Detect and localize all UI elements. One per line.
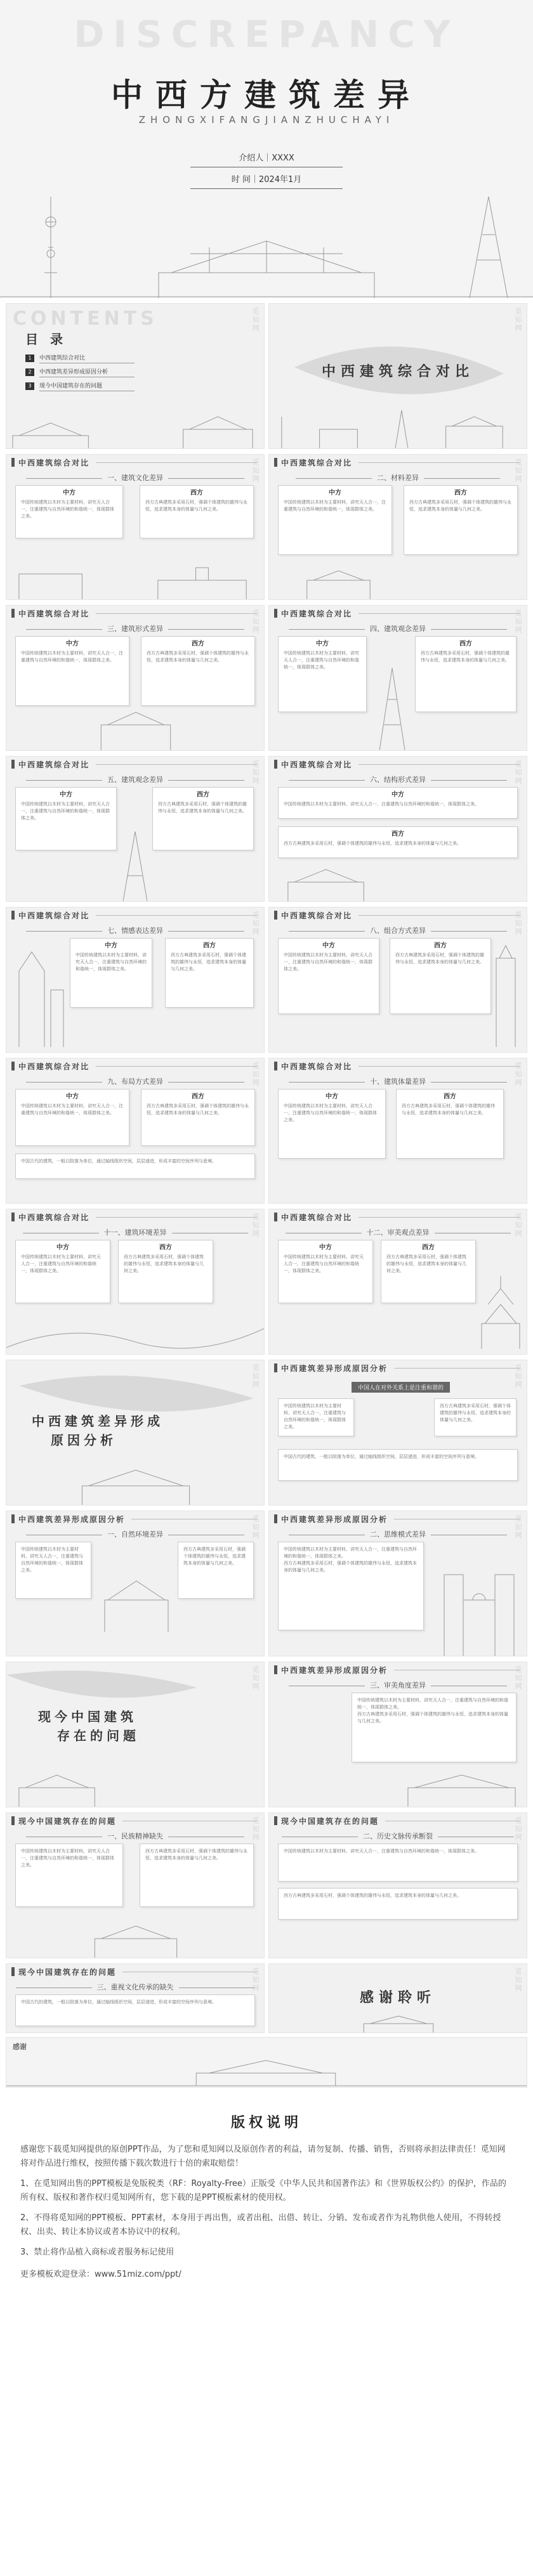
slide-subtitle: 三、建筑形式差异 bbox=[6, 623, 264, 634]
cathedral-icon bbox=[438, 1537, 520, 1656]
slide-header: 中西建筑综合对比 bbox=[281, 609, 353, 618]
slide-subtitle: 五、建筑观念差异 bbox=[6, 774, 264, 784]
watermark: 觅知网 bbox=[251, 911, 260, 936]
watermark: 觅知网 bbox=[514, 760, 522, 785]
slide-header: 中西建筑综合对比 bbox=[281, 1213, 353, 1222]
slide-subtitle: 八、组合方式差异 bbox=[269, 925, 527, 935]
slide-subtitle: 一、民族精神缺失 bbox=[6, 1831, 264, 1841]
cover-title: 中西方建筑差异 bbox=[111, 77, 422, 114]
slide-subtitle: 九、布局方式差异 bbox=[6, 1076, 264, 1086]
east-box: 中方 中国传统建筑以木材为主要材料，讲究天人合一，注重建筑与自然环境的和谐统一，体现群体之美。 bbox=[70, 938, 152, 1008]
toc-item-2[interactable]: 2 中西建筑差异形成原因分析 bbox=[25, 367, 135, 377]
east-box: 中国传统建筑以木材为主要材料，讲究天人合一，注重建筑与自然环境的和谐统一，体现群体之美。 bbox=[278, 1398, 354, 1436]
palace-icon bbox=[102, 1543, 171, 1632]
west-box: 西方 西方古典建筑多采用石材，强调个体建筑的雄伟与永恒，追求建筑本身的体量与几何之美。 bbox=[152, 787, 254, 850]
slide-header: 中西建筑差异形成原因分析 bbox=[281, 1514, 388, 1524]
slide-subtitle: 一、自然环境差异 bbox=[6, 1529, 264, 1539]
west-box: 西方古典建筑多采用石材，强调个体建筑的雄伟与永恒，追求建筑本身的体量与几何之美。 bbox=[140, 1844, 254, 1907]
slide-header: 中西建筑综合对比 bbox=[18, 911, 90, 920]
west-box: 西方 西方古典建筑多采用石材，强调个体建筑的雄伟与永恒，追求建筑本身的体量与几何之美。 bbox=[396, 1089, 504, 1159]
west-box: 西方 西方古典建筑多采用石材，强调个体建筑的雄伟与永恒，追求建筑本身的体量与几何之美。 bbox=[140, 485, 254, 538]
east-box: 中国传统建筑以木材为主要材料，讲究天人合一，注重建筑与自然环境的和谐统一，体现群体之美。 西方古典建筑多采用石材，强调个体建筑的雄伟与永恒，追求建筑本身的体量与几何之美。 bbox=[278, 1542, 424, 1630]
copyright-p3: 2、不得将觅知网的PPT模板、PPT素材，本身用于再出售，或者出租、出借、转让、分销、发布或者作为礼物供他人使用，不得转授权、出卖、转让本协议或者本协议中的权利。 bbox=[20, 2213, 501, 2237]
palace-icon bbox=[269, 2013, 527, 2033]
tower-icon bbox=[490, 939, 522, 1047]
watermark: 觅知网 bbox=[514, 1062, 522, 1087]
watermark: 觅知网 bbox=[514, 459, 522, 483]
west-box: 西方 西方古典建筑多采用石材，强调个体建筑的雄伟与永恒，追求建筑本身的体量与几何之美。 bbox=[381, 1240, 476, 1303]
toc-item-1[interactable]: 1 中西建筑综合对比 bbox=[25, 353, 135, 363]
building-icon bbox=[6, 706, 264, 750]
slide-reason-culture bbox=[268, 1360, 527, 1506]
watermark: 觅知网 bbox=[251, 760, 260, 785]
slide-header: 中西建筑综合对比 bbox=[269, 455, 527, 470]
slide-subtitle: 七、情感表达差异 bbox=[6, 925, 264, 935]
toc-title: 目 录 bbox=[25, 332, 67, 347]
slide-form bbox=[6, 605, 265, 751]
slide-subtitle: 十一、建筑环境差异 bbox=[6, 1227, 264, 1237]
note-box: 中国古代的建筑，一般以院落为单位，通过轴线组织空间，层层递进，形成丰富的空间序列与意境。 bbox=[278, 1449, 518, 1481]
slide-header: 中西建筑差异形成原因分析 bbox=[281, 1363, 388, 1373]
east-box: 中方 中国传统建筑以木材为主要材料，讲究天人合一，注重建筑与自然环境的和谐统一，体现群体之美。 bbox=[278, 787, 518, 819]
slide-subtitle: 三、重视文化传承的缺失 bbox=[6, 1982, 264, 1992]
cover-slide bbox=[0, 0, 533, 298]
west-box: 西方 西方古典建筑多采用石材，强调个体建筑的雄伟与永恒，追求建筑本身的体量与几何之美。 bbox=[404, 485, 518, 555]
east-box: 中方 中国传统建筑以木材为主要材料，讲究天人合一，注重建筑与自然环境的和谐统一，体现群体之美。 bbox=[15, 1089, 129, 1146]
slide-material bbox=[268, 454, 527, 600]
section3-title-line2: 存在的问题 bbox=[57, 1728, 140, 1743]
city-skyline-icon bbox=[0, 184, 533, 298]
slide-header: 中西建筑综合对比 bbox=[18, 1213, 90, 1222]
slide-subtitle: 二、历史文脉传承断裂 bbox=[269, 1831, 527, 1841]
slide-environment bbox=[6, 1209, 265, 1355]
building-icon bbox=[269, 555, 527, 599]
slide-nature bbox=[6, 1511, 265, 1656]
watermark: 觅知网 bbox=[251, 1364, 260, 1389]
copyright-p2: 1、在觅知网出售的PPT模板是免版税类（RF：Royalty-Free）正版受《中华人民共和国著作法》和《世界版权公约》的保护，作品的所有权、版权和著作权归觅知网所有，您下载的是PPT模板素材的使用权。 bbox=[20, 2179, 506, 2202]
west-box: 西方 西方古典建筑多采用石材，强调个体建筑的雄伟与永恒，追求建筑本身的体量与几何之美。 bbox=[278, 826, 518, 858]
watermark: 觅知网 bbox=[251, 1817, 260, 1842]
copyright-p1: 感谢您下载觅知网提供的原创PPT作品，为了您和觅知网以及原创作者的利益，请勿复制、传播、销售，否则将承担法律责任！觅知网将对作品进行维权，按照传播下载次数进行十倍的索取赔偿！ bbox=[20, 2145, 506, 2168]
city-skyline-icon bbox=[269, 404, 527, 448]
eiffel-tower-icon bbox=[269, 655, 527, 750]
slide-concept bbox=[268, 605, 527, 751]
west-box: 西方 西方古典建筑多采用石材，强调个体建筑的雄伟与永恒，追求建筑本身的体量与几何之美。 bbox=[415, 636, 517, 712]
watermark: 觅知网 bbox=[514, 1666, 522, 1691]
slide-header: 现今中国建筑存在的问题 bbox=[18, 1816, 117, 1826]
east-box: 中国传统建筑以木材为主要材料，讲究天人合一，注重建筑与自然环境的和谐统一，体现群体之美。 bbox=[15, 1542, 91, 1599]
watermark: 觅知网 bbox=[251, 1666, 260, 1691]
palace-icon bbox=[269, 1762, 527, 1807]
watermark: 觅知网 bbox=[514, 911, 522, 936]
note-box: 中国古代的建筑，一般以院落为单位，通过轴线组织空间，层层递进，形成丰富的空间序列与意境。 bbox=[15, 1154, 255, 1179]
east-box: 中方 中国传统建筑以木材为主要材料，讲究天人合一，注重建筑与自然环境的和谐统一，体现群体之美。 bbox=[278, 938, 379, 1014]
watermark: 觅知网 bbox=[514, 609, 522, 634]
section2-title-line1: 中西建筑差异形成 bbox=[32, 1414, 164, 1429]
east-box: 中方 中国传统建筑以木材为主要材料，讲究天人合一，注重建筑与自然环境的和谐统一，体现群体之美。 bbox=[278, 485, 392, 555]
cathedral-icon bbox=[13, 939, 70, 1047]
slide-header: 现今中国建筑存在的问题 bbox=[18, 1967, 117, 1977]
toc-item-3[interactable]: 3 现今中国建筑存在的问题 bbox=[25, 381, 135, 391]
east-box: 中方 中国传统建筑以木材为主要材料，讲究天人合一，注重建筑与自然环境的和谐统一，体现群体之美。 bbox=[15, 485, 123, 538]
slide-subtitle: 二、材料差异 bbox=[269, 472, 527, 483]
slide-layout bbox=[6, 1058, 265, 1204]
watermark: 觅知网 bbox=[514, 1817, 522, 1842]
slide-header: 中西建筑综合对比 bbox=[6, 455, 264, 470]
watermark: 觅知网 bbox=[251, 1968, 260, 1993]
watermark: 觅知网 bbox=[514, 1515, 522, 1540]
presenter-label: 介绍人｜XXXX bbox=[190, 147, 343, 167]
slide-header: 现今中国建筑存在的问题 bbox=[281, 1816, 379, 1826]
slide-subtitle: 十、建筑体量差异 bbox=[269, 1076, 527, 1086]
watermark: 觅知网 bbox=[514, 1968, 522, 1993]
slide-aesthetic-angle bbox=[268, 1662, 527, 1807]
east-box: 中方 中国传统建筑以木材为主要材料，讲究天人合一，注重建筑与自然环境的和谐统一，体现群体之美。 bbox=[15, 787, 117, 850]
west-box: 西方 西方古典建筑多采用石材，强调个体建筑的雄伟与永恒，追求建筑本身的体量与几何之美。 bbox=[165, 938, 254, 1008]
watermark: 觅知网 bbox=[251, 1515, 260, 1540]
great-wall-icon bbox=[6, 1310, 264, 1354]
east-box: 中方 中国传统建筑以木材为主要材料，讲究天人合一，注重建筑与自然环境的和谐统一，体现群体之美。 bbox=[278, 1240, 373, 1303]
slide-subtitle: 二、思维模式差异 bbox=[269, 1529, 527, 1539]
section3-slide bbox=[6, 1662, 265, 1807]
note-box: 中国古代的建筑，一般以院落为单位，通过轴线组织空间，层层递进，形成丰富的空间序列与意境。 bbox=[15, 1994, 255, 2026]
watermark: 觅知网 bbox=[251, 308, 260, 332]
section2-title-line2: 原因分析 bbox=[51, 1433, 117, 1448]
slide-heritage bbox=[268, 1812, 527, 1958]
west-box: 西方 西方古典建筑多采用石材，强调个体建筑的雄伟与永恒，追求建筑本身的体量与几何之美。 bbox=[141, 1089, 255, 1146]
copyright-p4: 3、禁止将作品植入商标或者服务标记使用 bbox=[20, 2247, 174, 2257]
palace-icon bbox=[6, 404, 264, 448]
east-box: 中方 中国传统建筑以木材为主要材料，讲究天人合一，注重建筑与自然环境的和谐统一，体现群体之美。 bbox=[278, 1089, 386, 1159]
section3-title-line1: 现今中国建筑 bbox=[38, 1709, 137, 1724]
date-label: 时 间｜2024年1月 bbox=[190, 169, 343, 189]
slide-thinking bbox=[268, 1511, 527, 1656]
ending-strip bbox=[6, 2037, 527, 2088]
watermark: 觅知网 bbox=[514, 1213, 522, 1238]
reason-banner: 中国人在对外关系上是注重和谐的 bbox=[352, 1382, 450, 1393]
slide-header: 中西建筑综合对比 bbox=[281, 911, 353, 920]
toc-ghost-text: CONTENTS bbox=[13, 308, 158, 330]
east-box: 中国传统建筑以木材为主要材料，讲究天人合一，注重建筑与自然环境的和谐统一，体现群体之美。 bbox=[15, 1844, 123, 1907]
section2-slide bbox=[6, 1360, 265, 1506]
city-skyline-icon bbox=[6, 2055, 527, 2087]
slide-subtitle: 三、审美角度差异 bbox=[269, 1680, 527, 1690]
watermark: 觅知网 bbox=[514, 1364, 522, 1389]
slide-header: 中西建筑综合对比 bbox=[18, 609, 90, 618]
cover-ghost-text: DISCREPANCY bbox=[74, 13, 459, 56]
watermark: 觅知网 bbox=[251, 609, 260, 634]
palace-icon bbox=[6, 1460, 264, 1505]
palace-icon bbox=[269, 857, 527, 901]
slide-volume bbox=[268, 1058, 527, 1204]
east-box: 中方 中国传统建筑以木材为主要材料，讲究天人合一，注重建筑与自然环境的和谐统一，体现群体之美。 bbox=[15, 1240, 110, 1303]
copyright-footer-link[interactable]: 更多模板欢迎登录：www.51miz.com/ppt/ bbox=[20, 2270, 181, 2279]
slide-aesthetic bbox=[268, 1209, 527, 1355]
slide-subtitle: 四、建筑观念差异 bbox=[269, 623, 527, 634]
slide-header: 中西建筑差异形成原因分析 bbox=[281, 1665, 388, 1675]
slide-inheritance bbox=[6, 1963, 265, 2033]
east-box: 中方 中国传统建筑以木材为主要材料，讲究天人合一，注重建筑与自然环境的和谐统一，体现群体之美。 bbox=[278, 636, 367, 712]
west-box: 西方古典建筑多采用石材，强调个体建筑的雄伟与永恒，追求建筑本身的体量与几何之美。 bbox=[434, 1398, 517, 1436]
watermark: 觅知网 bbox=[514, 308, 522, 332]
palace-icon bbox=[6, 1913, 264, 1958]
east-box: 中方 中国传统建筑以木材为主要材料，讲究天人合一，注重建筑与自然环境的和谐统一，体现群体之美。 bbox=[15, 636, 129, 706]
slide-subtitle: 一、建筑文化差异 bbox=[6, 472, 264, 483]
section1-title: 中西建筑综合对比 bbox=[321, 364, 474, 380]
slide-subtitle: 六、结构形式差异 bbox=[269, 774, 527, 784]
building-icon bbox=[6, 555, 264, 599]
slide-structure bbox=[268, 756, 527, 902]
palace-icon bbox=[6, 1762, 264, 1807]
slide-concept-2 bbox=[6, 756, 265, 902]
thanks-title: 感谢聆听 bbox=[359, 1990, 436, 2006]
slide-header: 中西建筑综合对比 bbox=[281, 1062, 353, 1071]
slide-combination bbox=[268, 907, 527, 1053]
slide-header: 中西建筑差异形成原因分析 bbox=[18, 1514, 126, 1524]
slide-spirit bbox=[6, 1812, 265, 1958]
slide-header: 中西建筑综合对比 bbox=[18, 760, 90, 769]
slide-header: 中西建筑综合对比 bbox=[281, 760, 353, 769]
watermark: 觅知网 bbox=[251, 1213, 260, 1238]
slide-subtitle: 十二、审美观点差异 bbox=[269, 1227, 527, 1237]
west-box: 西方 西方古典建筑多采用石材，强调个体建筑的雄伟与永恒，追求建筑本身的体量与几何之美。 bbox=[141, 636, 255, 706]
cover-pinyin: ZHONGXIFANGJIANZHUCHAYI bbox=[138, 114, 395, 126]
west-box: 西方古典建筑多采用石材，强调个体建筑的雄伟与永恒，追求建筑本身的体量与几何之美。 bbox=[278, 1888, 518, 1920]
copyright-section bbox=[0, 2093, 533, 2576]
ending-small-label: 感谢 bbox=[13, 2043, 27, 2051]
slide-thanks bbox=[268, 1963, 527, 2033]
section1-slide bbox=[268, 303, 527, 449]
watermark: 觅知网 bbox=[251, 1062, 260, 1087]
east-box: 中国传统建筑以木材为主要材料，讲究天人合一，注重建筑与自然环境的和谐统一，体现群体之美。 bbox=[278, 1844, 518, 1882]
east-box: 中国传统建筑以木材为主要材料，讲究天人合一，注重建筑与自然环境的和谐统一，体现群体之美。 西方古典建筑多采用石材，强调个体建筑的雄伟与永恒，追求建筑本身的体量与几何之美。 bbox=[352, 1693, 517, 1762]
copyright-title: 版权说明 bbox=[230, 2115, 302, 2131]
watermark: 觅知网 bbox=[251, 459, 260, 483]
west-box: 西方 西方古典建筑多采用石材，强调个体建筑的雄伟与永恒，追求建筑本身的体量与几何之美。 bbox=[390, 938, 491, 1014]
slide-header: 中西建筑综合对比 bbox=[18, 1062, 90, 1071]
west-box: 西方 西方古典建筑多采用石材，强调个体建筑的雄伟与永恒，追求建筑本身的体量与几何之美。 bbox=[118, 1240, 213, 1303]
eiffel-tower-icon bbox=[6, 825, 264, 901]
toc-slide bbox=[6, 303, 265, 449]
west-box: 西方古典建筑多采用石材，强调个体建筑的雄伟与永恒，追求建筑本身的体量与几何之美。 bbox=[178, 1542, 254, 1599]
temple-of-heaven-icon bbox=[478, 1235, 523, 1349]
slide-culture bbox=[6, 454, 265, 600]
slide-emotion bbox=[6, 907, 265, 1053]
